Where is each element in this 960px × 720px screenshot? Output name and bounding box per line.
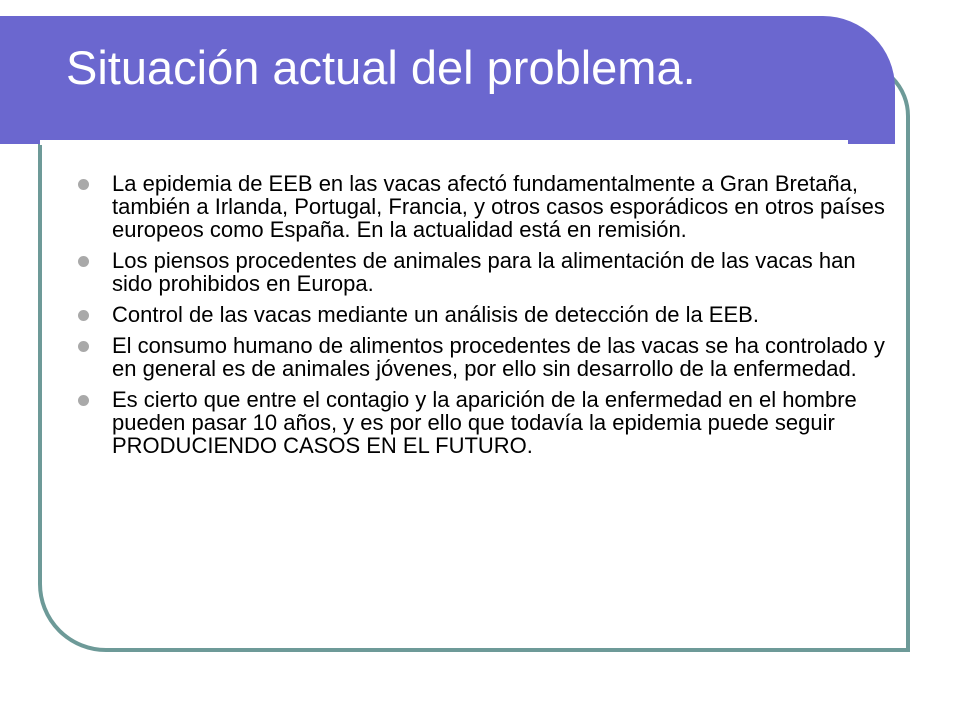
bullet-dot-icon	[78, 395, 89, 406]
bullet-list	[78, 172, 890, 465]
bullet-dot-icon	[78, 179, 89, 190]
bullet-item	[78, 249, 890, 295]
bullet-item	[78, 388, 890, 457]
bullet-text: La epidemia de EEB en las vacas afectó fundamentalmente a Gran Bretaña, también a Irlanda, Portugal, Francia, y otros casos esporádicos en otros países europeos como España. En la actualidad está en remisión.	[112, 171, 885, 242]
bullet-dot-icon	[78, 310, 89, 321]
bullet-item	[78, 303, 890, 326]
bullet-text: Es cierto que entre el contagio y la aparición de la enfermedad en el hombre pueden pasar 10 años, y es por ello que todavía la epidemia puede seguir PRODUCIENDO CASOS EN EL FUTURO.	[112, 387, 857, 458]
bullet-dot-icon	[78, 256, 89, 267]
title-underline	[40, 140, 848, 145]
bullet-text: Control de las vacas mediante un análisis de detección de la EEB.	[112, 302, 759, 327]
bullet-text: El consumo humano de alimentos procedentes de las vacas se ha controlado y en general es de animales jóvenes, por ello sin desarrollo de la enfermedad.	[112, 333, 885, 381]
bullet-item	[78, 334, 890, 380]
bullet-dot-icon	[78, 341, 89, 352]
slide-title: Situación actual del problema.	[66, 41, 696, 94]
bullet-text: Los piensos procedentes de animales para la alimentación de las vacas han sido prohibidos en Europa.	[112, 248, 856, 296]
bullet-item	[78, 172, 890, 241]
